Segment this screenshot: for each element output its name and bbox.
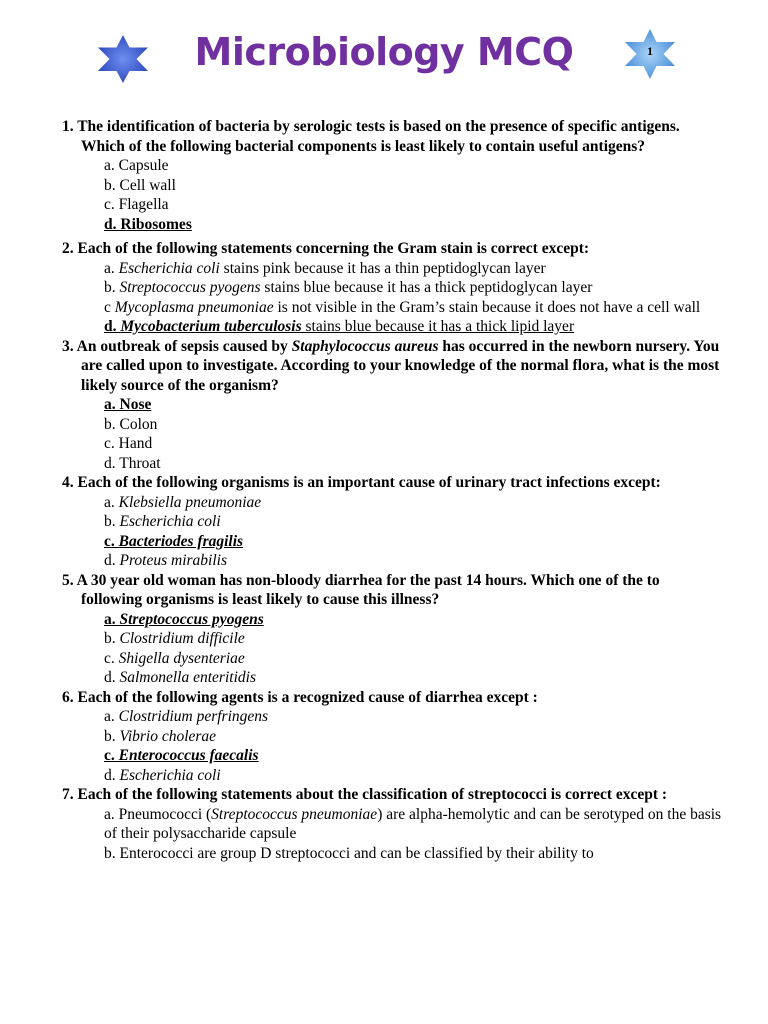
option-c-answer: c. Bacteriodes fragilis [104, 532, 244, 550]
question-stem: 6. Each of the following agents is a recognized cause of diarrhea except : [62, 688, 538, 706]
page-number: 1 [647, 44, 653, 58]
question-stem: 4. Each of the following organisms is an important cause of urinary tract infections except: [62, 474, 661, 491]
option-a: a. Capsule [104, 157, 169, 174]
option-b: b. Colon [104, 415, 158, 433]
option-d-answer: d. Ribosomes [104, 215, 192, 233]
option-a: a. Clostridium perfringens [104, 708, 269, 725]
option-a: a. Klebsiella pneumoniae [104, 493, 262, 511]
question-1 [62, 117, 722, 234]
mcq-content [62, 117, 722, 863]
option-c: c Mycoplasma pneumoniae is not visible in the Gram’s stain because it does not have a cell wall [104, 298, 701, 316]
option-c: c. Hand [104, 435, 153, 452]
question-stem: 7. Each of the following statements about the classification of streptococci is correct except : [62, 786, 668, 803]
option-b: b. Escherichia coli [104, 513, 221, 530]
question-4 [62, 473, 722, 571]
question-stem: 5. A 30 year old woman has non-bloody diarrhea for the past 14 hours. Which one of the to following organisms is least likely to cause this illness? [62, 571, 660, 608]
option-d: d. Proteus mirabilis [104, 552, 228, 569]
option-c: c. Flagella [104, 196, 169, 213]
option-d: d. Escherichia coli [104, 766, 221, 784]
option-b: b. Vibrio cholerae [104, 727, 217, 745]
option-b: b. Enterococci are group D streptococci and can be classified by their ability to [104, 844, 594, 862]
question-5 [62, 571, 722, 688]
option-a-answer: a. Nose [104, 396, 152, 413]
option-b: b. Streptococcus pyogens stains blue because it has a thick peptidoglycan layer [104, 279, 593, 296]
question-3 [62, 337, 722, 474]
option-a: a. Escherichia coli stains pink because it has a thin peptidoglycan layer [104, 259, 546, 277]
question-7 [62, 785, 722, 863]
option-d: d. Salmonella enteritidis [104, 669, 256, 686]
option-d-answer: d. Mycobacterium tuberculosis stains blue because it has a thick lipid layer [104, 318, 575, 335]
question-stem: 2. Each of the following statements concerning the Gram stain is correct except: [62, 240, 590, 257]
page-header [0, 0, 768, 110]
option-b: b. Clostridium difficile [104, 630, 245, 647]
option-d: d. Throat [104, 454, 161, 472]
option-a: a. Pneumococci (Streptococcus pneumoniae) are alpha-hemolytic and can be serotyped on the basis of their polysaccharide capsule [104, 805, 722, 842]
question-2 [62, 239, 722, 337]
option-a-answer: a. Streptococcus pyogens [104, 610, 264, 628]
option-c: c. Shigella dysenteriae [104, 649, 245, 667]
question-stem: 3. An outbreak of sepsis caused by Staphylococcus aureus has occurred in the newborn nursery. You are called upon to investigate. According to your knowledge of the normal flora, what is the most likely source of the organism? [62, 337, 720, 394]
question-stem: 1. The identification of bacteria by serologic tests is based on the presence of specific antigens. Which of the following bacterial components is least likely to contain useful antigens? [62, 118, 680, 155]
option-b: b. Cell wall [104, 176, 176, 194]
page-title: Microbiology MCQ [194, 30, 574, 74]
question-6 [62, 688, 722, 786]
option-c-answer: c. Enterococcus faecalis [104, 747, 259, 764]
